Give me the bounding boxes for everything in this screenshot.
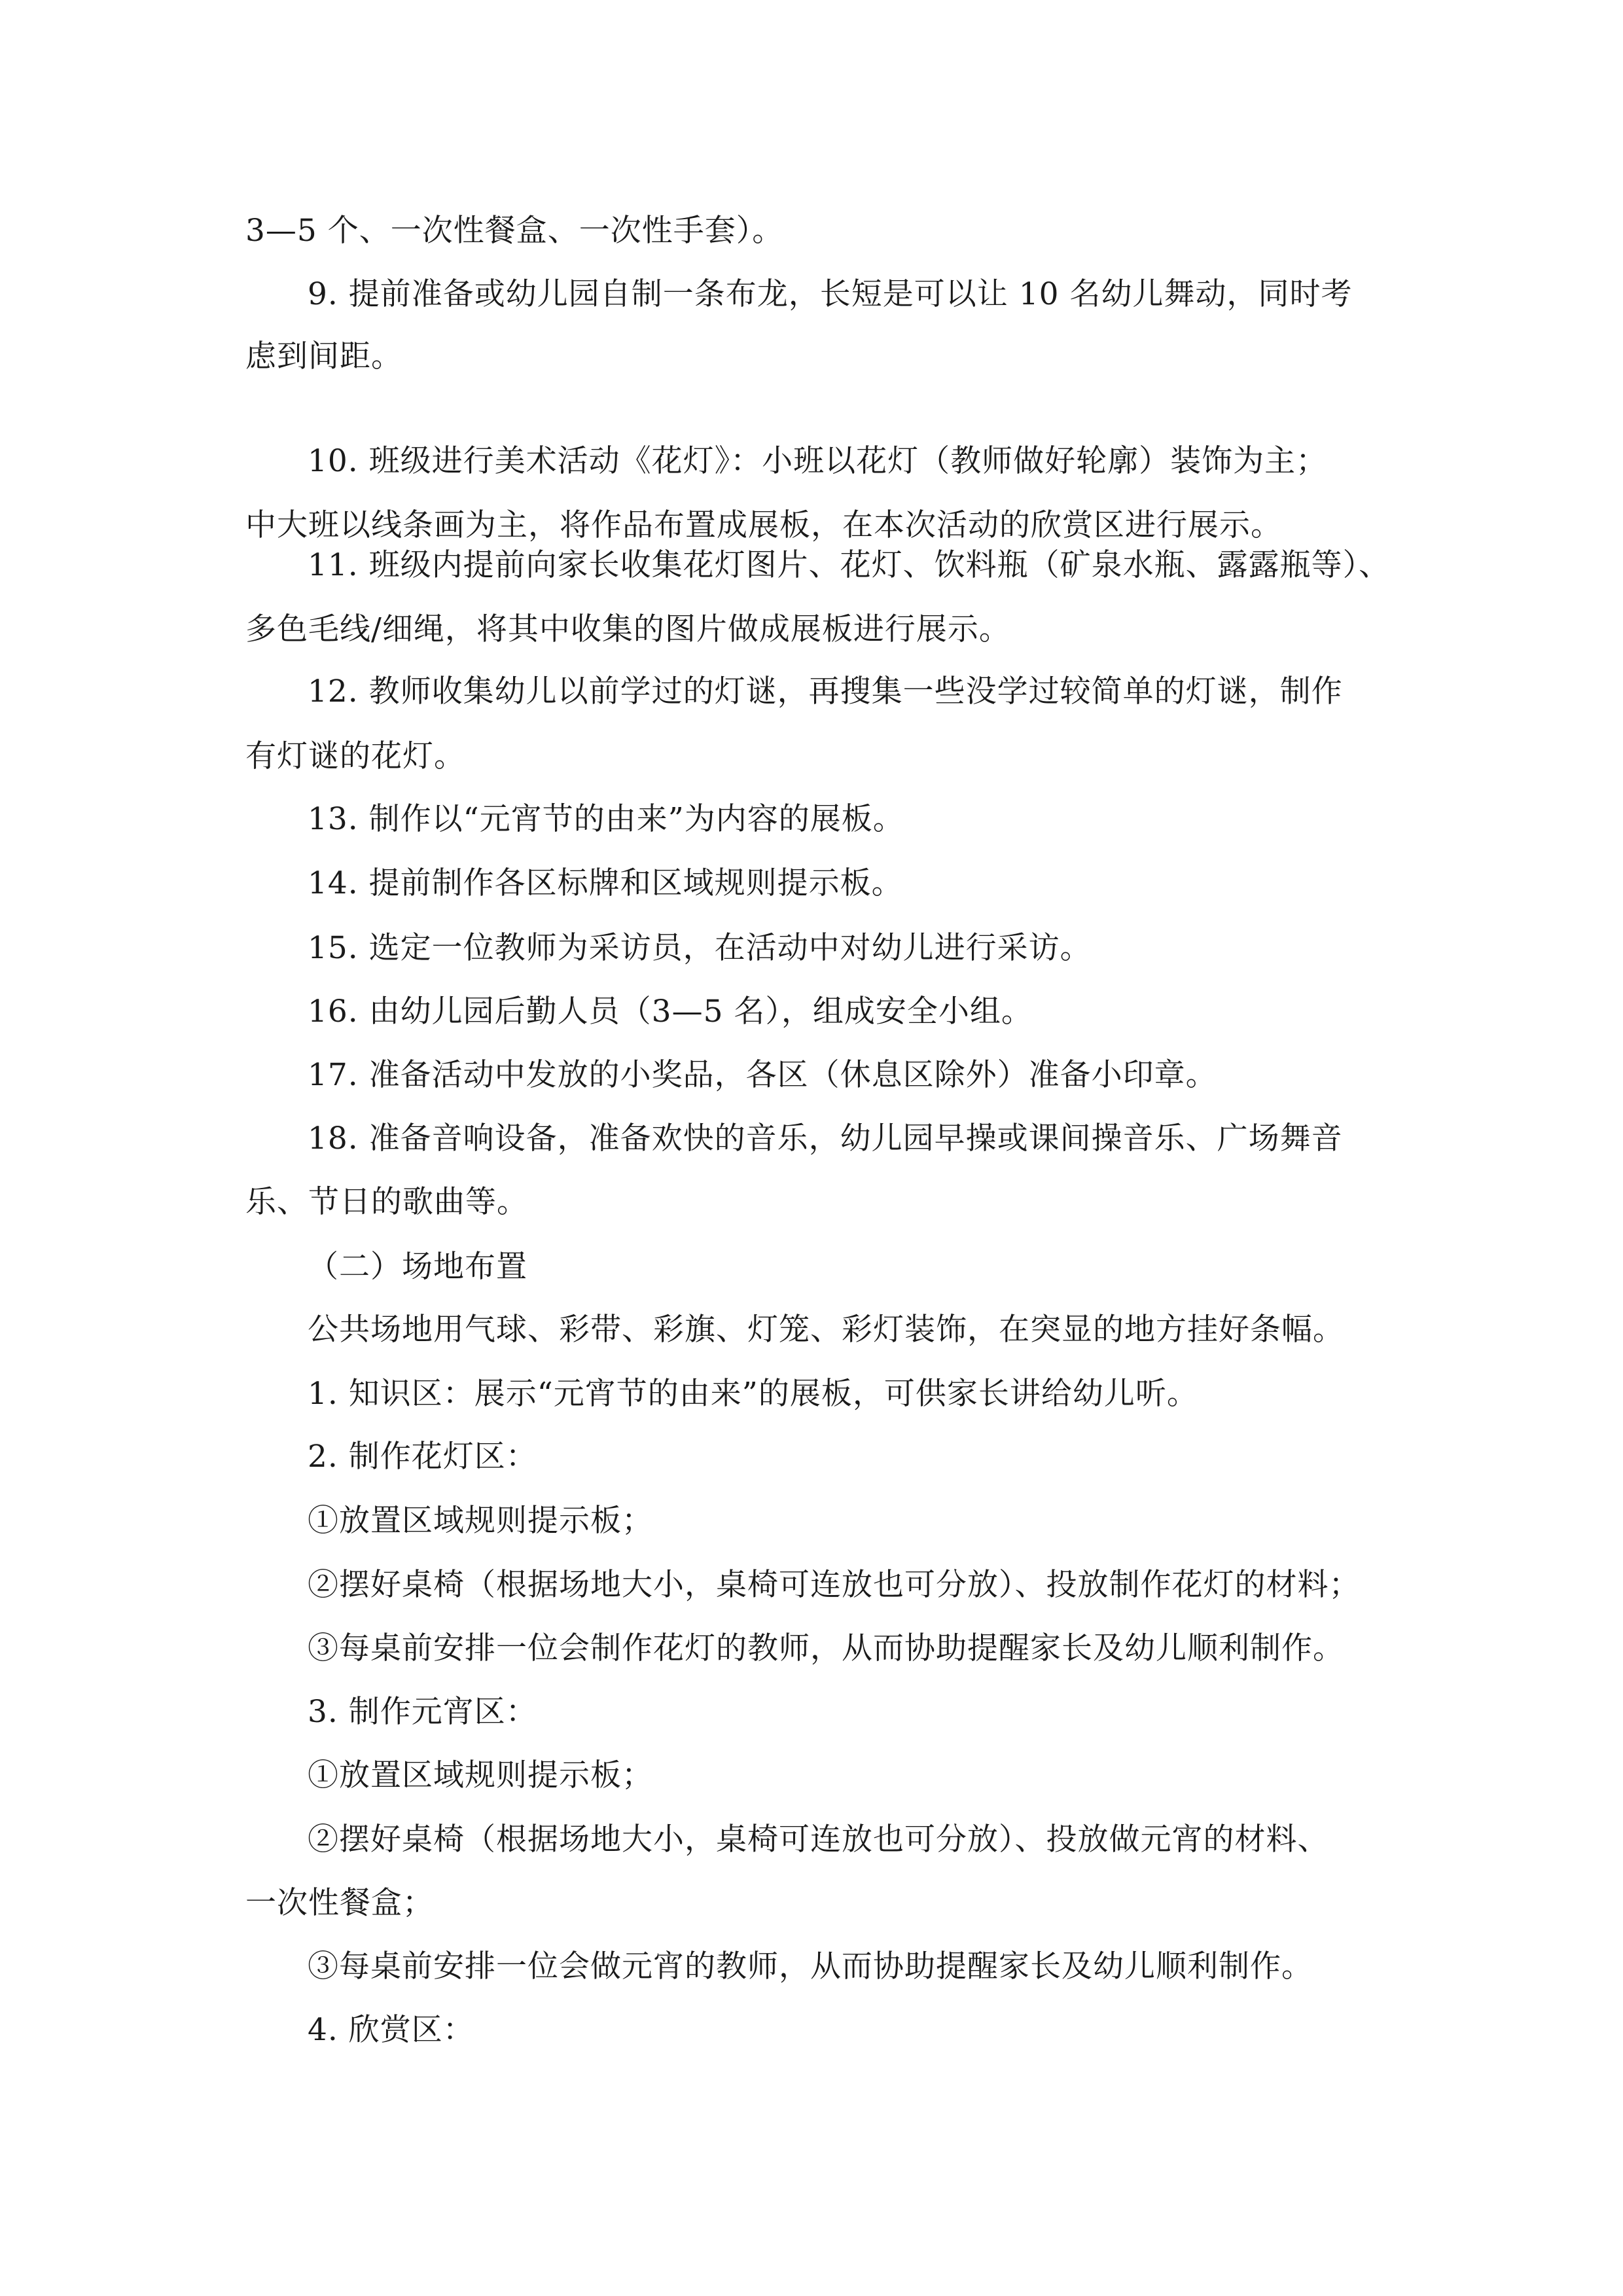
text-line: 11. 班级内提前向家长收集花灯图片、花灯、饮料瓶（矿泉水瓶、露露瓶等）、 <box>308 547 1391 583</box>
text-line: 14. 提前制作各区标牌和区域规则提示板。 <box>308 865 903 901</box>
section-heading: （二）场地布置 <box>308 1249 527 1285</box>
text-line: 一次性餐盒； <box>245 1885 434 1921</box>
text-line: ①放置区域规则提示板； <box>308 1503 653 1539</box>
text-line: 多色毛线/细绳，将其中收集的图片做成展板进行展示。 <box>245 611 1010 647</box>
text-line: 9. 提前准备或幼儿园自制一条布龙，长短是可以让 10 名幼儿舞动，同时考 <box>308 276 1353 312</box>
text-line: 16. 由幼儿园后勤人员（3—5 名），组成安全小组。 <box>308 994 1033 1030</box>
text-line: 15. 选定一位教师为采访员，在活动中对幼儿进行采访。 <box>308 930 1092 966</box>
text-line: 乐、节日的歌曲等。 <box>245 1184 528 1220</box>
text-line: 13. 制作以“元宵节的由来”为内容的展板。 <box>308 801 904 837</box>
text-line: 3—5 个、一次性餐盒、一次性手套）。 <box>245 213 784 249</box>
text-line: 公共场地用气球、彩带、彩旗、灯笼、彩灯装饰，在突显的地方挂好条幅。 <box>308 1312 1344 1348</box>
text-line: 3. 制作元宵区： <box>308 1694 537 1730</box>
text-line: 10. 班级进行美术活动《花灯》：小班以花灯（教师做好轮廓）装饰为主； <box>308 443 1328 479</box>
text-line: 18. 准备音响设备，准备欢快的音乐，幼儿园早操或课间操音乐、广场舞音 <box>308 1121 1343 1157</box>
text-line: 2. 制作花灯区： <box>308 1439 537 1475</box>
text-line: 17. 准备活动中发放的小奖品，各区（休息区除外）准备小印章。 <box>308 1057 1217 1093</box>
text-line: ③每桌前安排一位会做元宵的教师，从而协助提醒家长及幼儿顺利制作。 <box>308 1948 1313 1984</box>
text-line: ①放置区域规则提示板； <box>308 1757 653 1793</box>
text-line: 4. 欣赏区： <box>308 2012 474 2048</box>
text-line: 虑到间距。 <box>245 338 402 374</box>
text-line: 中大班以线条画为主，将作品布置成展板，在本次活动的欣赏区进行展示。 <box>245 507 1282 543</box>
text-line: ②摆好桌椅（根据场地大小，桌椅可连放也可分放）、投放制作花灯的材料； <box>308 1567 1361 1603</box>
text-line: ②摆好桌椅（根据场地大小，桌椅可连放也可分放）、投放做元宵的材料、 <box>308 1821 1329 1857</box>
text-line: 有灯谜的花灯。 <box>245 738 465 774</box>
text-line: 1. 知识区：展示“元宵节的由来”的展板，可供家长讲给幼儿听。 <box>308 1376 1198 1412</box>
text-line: ③每桌前安排一位会制作花灯的教师，从而协助提醒家长及幼儿顺利制作。 <box>308 1630 1344 1666</box>
text-line: 12. 教师收集幼儿以前学过的灯谜，再搜集一些没学过较简单的灯谜，制作 <box>308 673 1343 709</box>
